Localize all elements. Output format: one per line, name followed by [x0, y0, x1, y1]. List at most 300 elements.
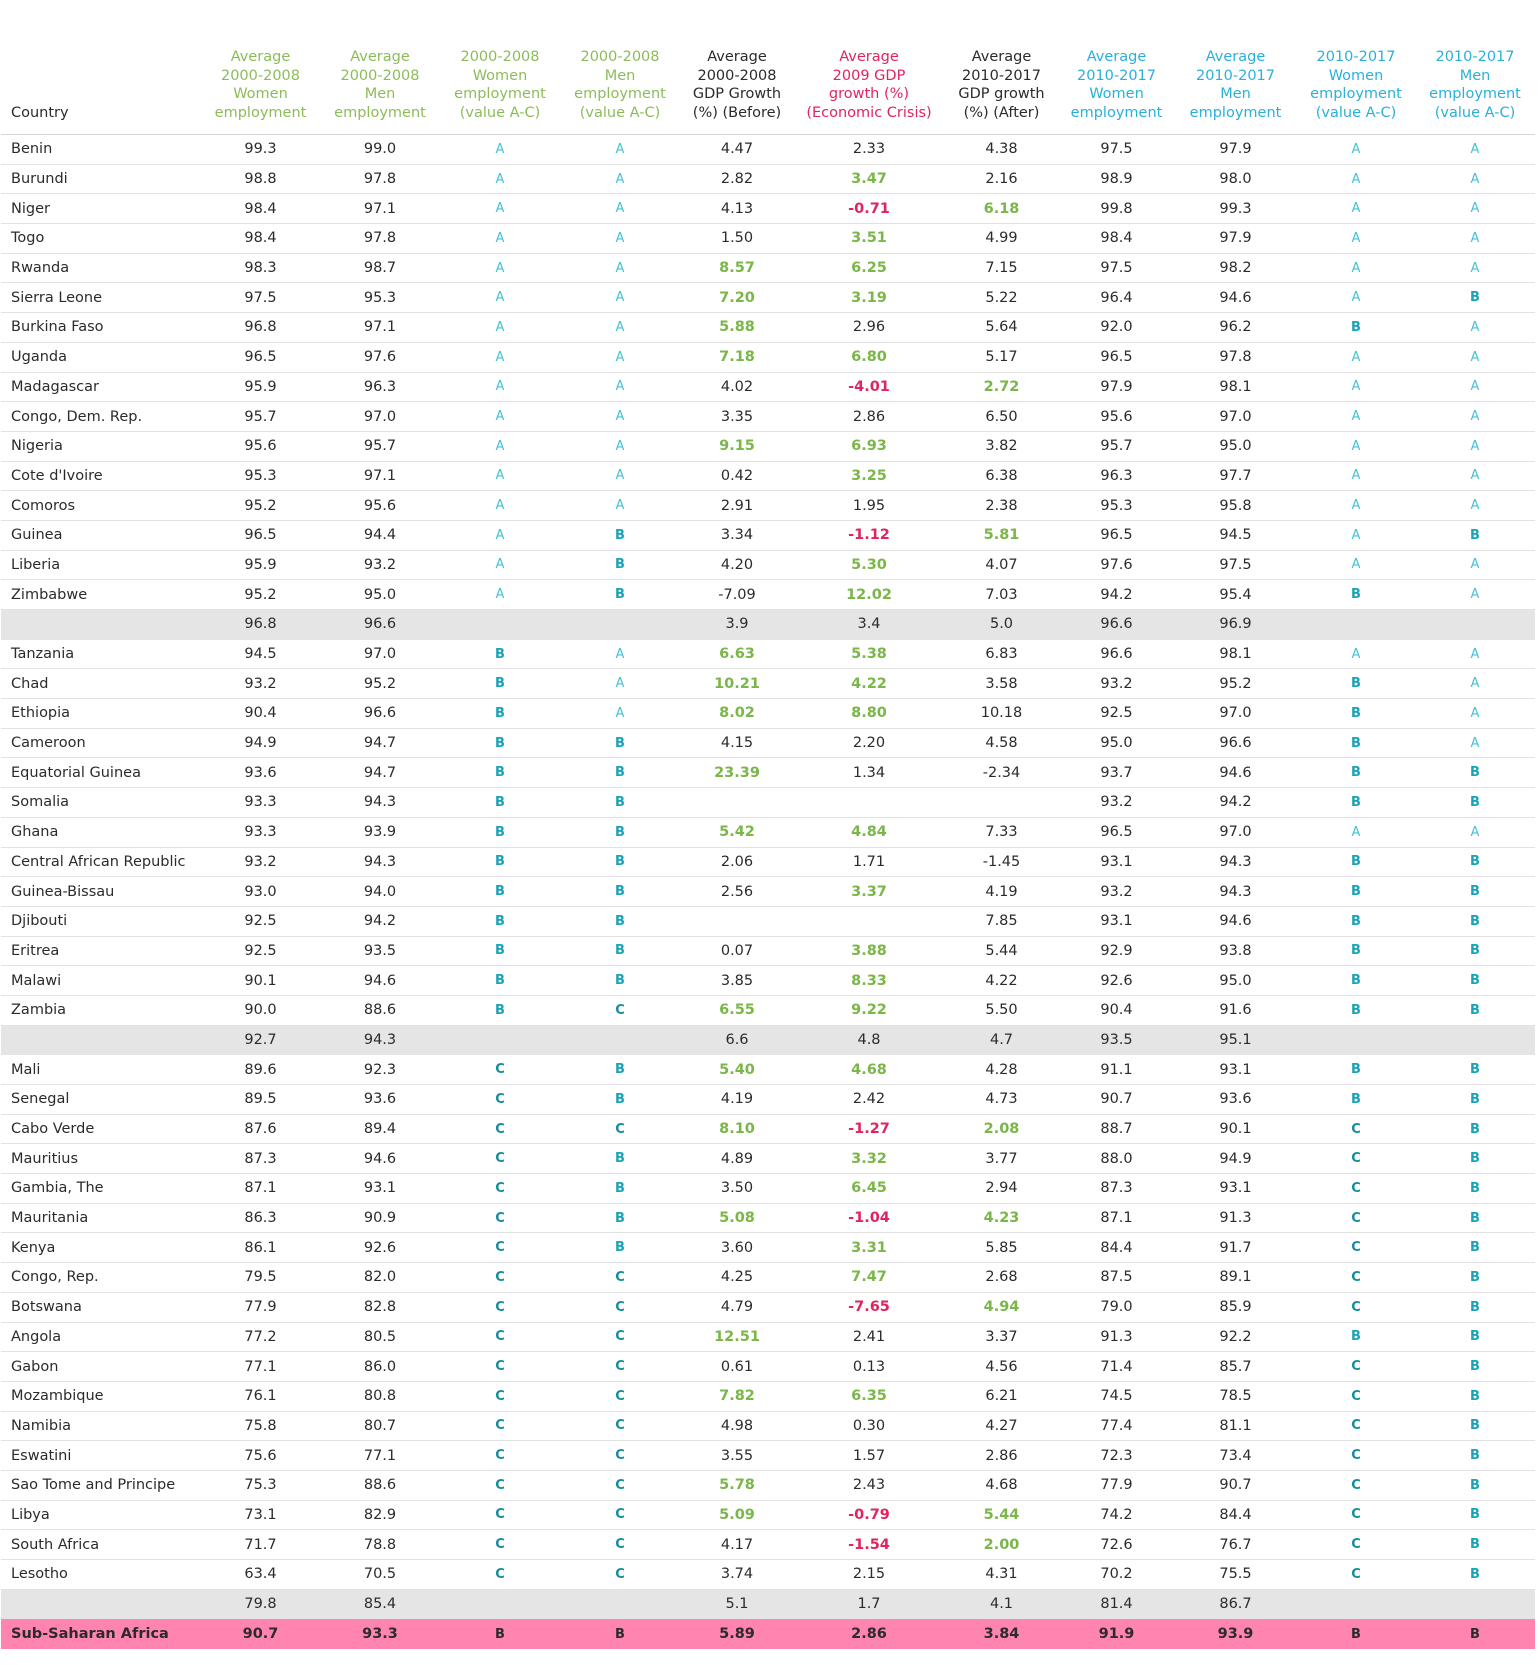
cell-w1017: 90.4: [1059, 995, 1174, 1025]
cell-m0008: 94.4: [320, 520, 440, 550]
cell-mg0008: B: [560, 847, 680, 877]
cell-w1017: 84.4: [1059, 1233, 1174, 1263]
cell-country: Cote d'Ivoire: [1, 461, 201, 491]
cell-gdp_before: 12.51: [680, 1322, 794, 1352]
cell-gdp_crisis: 5.30: [794, 550, 944, 580]
cell-m1017: 95.0: [1174, 966, 1297, 996]
table-row: [1, 847, 1535, 877]
cell-wg1017: C: [1297, 1263, 1415, 1293]
cell-wg1017: A: [1297, 283, 1415, 313]
cell-m1017: 94.6: [1174, 283, 1297, 313]
cell-mg0008: A: [560, 135, 680, 165]
cell-wg0008: C: [440, 1085, 560, 1115]
cell-m0008: 94.3: [320, 1025, 440, 1055]
cell-wg1017: C: [1297, 1114, 1415, 1144]
cell-gdp_crisis: 3.47: [794, 164, 944, 194]
table-row: [1, 639, 1535, 669]
cell-w1017: 79.0: [1059, 1292, 1174, 1322]
cell-gdp_after: 10.18: [944, 699, 1059, 729]
cell-mg1017: B: [1415, 906, 1535, 936]
cell-mg1017: A: [1415, 402, 1535, 432]
cell-m1017: 96.9: [1174, 610, 1297, 640]
cell-country: Mauritania: [1, 1203, 201, 1233]
cell-mg0008: [560, 1025, 680, 1055]
cell-mg0008: A: [560, 491, 680, 521]
cell-mg1017: B: [1415, 1055, 1535, 1085]
cell-gdp_crisis: 6.80: [794, 342, 944, 372]
cell-m1017: 93.6: [1174, 1085, 1297, 1115]
cell-gdp_before: 4.25: [680, 1263, 794, 1293]
cell-wg1017: A: [1297, 253, 1415, 283]
cell-w0008: 92.5: [201, 936, 320, 966]
cell-mg1017: B: [1415, 1233, 1535, 1263]
cell-mg0008: C: [560, 1411, 680, 1441]
cell-w0008: 95.7: [201, 402, 320, 432]
cell-wg1017: A: [1297, 135, 1415, 165]
cell-mg1017: B: [1415, 1203, 1535, 1233]
cell-wg0008: C: [440, 1203, 560, 1233]
cell-wg1017: [1297, 610, 1415, 640]
cell-m1017: 93.1: [1174, 1174, 1297, 1204]
cell-wg0008: A: [440, 550, 560, 580]
cell-mg1017: A: [1415, 372, 1535, 402]
cell-gdp_crisis: 2.33: [794, 135, 944, 165]
cell-m0008: 93.2: [320, 550, 440, 580]
cell-mg1017: [1415, 1589, 1535, 1619]
cell-gdp_before: [680, 906, 794, 936]
table-row: [1, 1144, 1535, 1174]
cell-m0008: 88.6: [320, 1470, 440, 1500]
cell-mg0008: B: [560, 1144, 680, 1174]
cell-w1017: 92.6: [1059, 966, 1174, 996]
cell-w1017: 95.3: [1059, 491, 1174, 521]
cell-m0008: 97.1: [320, 194, 440, 224]
cell-gdp_crisis: [794, 906, 944, 936]
cell-country: Gabon: [1, 1352, 201, 1382]
column-header-gdp_after: Average 2010-2017 GDP growth (%) (After): [944, 34, 1059, 135]
cell-w0008: 95.2: [201, 580, 320, 610]
cell-mg0008: B: [560, 788, 680, 818]
cell-w0008: 93.2: [201, 669, 320, 699]
group-average-row: [1, 1589, 1535, 1619]
cell-wg1017: C: [1297, 1500, 1415, 1530]
cell-gdp_crisis: 0.30: [794, 1411, 944, 1441]
cell-m0008: 93.6: [320, 1085, 440, 1115]
table-row: [1, 817, 1535, 847]
cell-wg1017: B: [1297, 699, 1415, 729]
cell-mg1017: A: [1415, 224, 1535, 254]
cell-m1017: 81.1: [1174, 1411, 1297, 1441]
cell-wg0008: C: [440, 1263, 560, 1293]
cell-mg1017: A: [1415, 194, 1535, 224]
cell-m0008: 95.0: [320, 580, 440, 610]
cell-gdp_crisis: 2.20: [794, 728, 944, 758]
cell-w0008: 96.5: [201, 342, 320, 372]
cell-w0008: 98.3: [201, 253, 320, 283]
cell-wg0008: A: [440, 342, 560, 372]
cell-w0008: 92.7: [201, 1025, 320, 1055]
cell-gdp_crisis: 0.13: [794, 1352, 944, 1382]
cell-w0008: 94.9: [201, 728, 320, 758]
cell-w1017: 87.3: [1059, 1174, 1174, 1204]
cell-gdp_crisis: -0.79: [794, 1500, 944, 1530]
cell-gdp_after: 4.22: [944, 966, 1059, 996]
cell-mg1017: B: [1415, 966, 1535, 996]
cell-gdp_before: 4.17: [680, 1530, 794, 1560]
cell-wg0008: C: [440, 1055, 560, 1085]
cell-m0008: 97.1: [320, 461, 440, 491]
table-row: [1, 461, 1535, 491]
table-body: [1, 135, 1535, 1650]
cell-gdp_before: 2.06: [680, 847, 794, 877]
cell-gdp_after: 4.27: [944, 1411, 1059, 1441]
cell-mg1017: A: [1415, 135, 1535, 165]
cell-m1017: 99.3: [1174, 194, 1297, 224]
cell-wg1017: B: [1297, 936, 1415, 966]
cell-m0008: 95.6: [320, 491, 440, 521]
cell-w0008: 99.3: [201, 135, 320, 165]
cell-wg1017: C: [1297, 1144, 1415, 1174]
cell-gdp_before: 4.15: [680, 728, 794, 758]
cell-gdp_before: 5.89: [680, 1619, 794, 1650]
cell-gdp_after: 4.56: [944, 1352, 1059, 1382]
cell-wg0008: C: [440, 1560, 560, 1590]
cell-m0008: 94.3: [320, 847, 440, 877]
cell-country: Kenya: [1, 1233, 201, 1263]
cell-m1017: 78.5: [1174, 1381, 1297, 1411]
cell-country: Congo, Rep.: [1, 1263, 201, 1293]
table-row: [1, 253, 1535, 283]
cell-gdp_after: 4.73: [944, 1085, 1059, 1115]
cell-mg0008: B: [560, 580, 680, 610]
cell-gdp_before: 6.63: [680, 639, 794, 669]
cell-w1017: 97.5: [1059, 135, 1174, 165]
cell-country: Tanzania: [1, 639, 201, 669]
cell-country: Equatorial Guinea: [1, 758, 201, 788]
table-row: [1, 1411, 1535, 1441]
cell-m1017: 90.7: [1174, 1470, 1297, 1500]
cell-country: Djibouti: [1, 906, 201, 936]
cell-m1017: 86.7: [1174, 1589, 1297, 1619]
cell-gdp_crisis: -1.54: [794, 1530, 944, 1560]
cell-wg0008: C: [440, 1381, 560, 1411]
cell-m0008: 96.3: [320, 372, 440, 402]
cell-gdp_after: 4.38: [944, 135, 1059, 165]
cell-country: Benin: [1, 135, 201, 165]
table-row: [1, 1174, 1535, 1204]
table-row: [1, 550, 1535, 580]
cell-gdp_crisis: 4.8: [794, 1025, 944, 1055]
cell-wg0008: C: [440, 1292, 560, 1322]
cell-w0008: 95.9: [201, 550, 320, 580]
cell-m1017: 97.0: [1174, 402, 1297, 432]
column-header-gdp_before: Average 2000-2008 GDP Growth (%) (Before): [680, 34, 794, 135]
cell-country: Central African Republic: [1, 847, 201, 877]
cell-gdp_before: 5.08: [680, 1203, 794, 1233]
cell-mg0008: A: [560, 313, 680, 343]
cell-wg0008: C: [440, 1144, 560, 1174]
cell-mg1017: A: [1415, 253, 1535, 283]
cell-country: Gambia, The: [1, 1174, 201, 1204]
cell-wg0008: C: [440, 1352, 560, 1382]
cell-gdp_crisis: 9.22: [794, 995, 944, 1025]
cell-gdp_after: 7.33: [944, 817, 1059, 847]
cell-country: Congo, Dem. Rep.: [1, 402, 201, 432]
cell-mg1017: A: [1415, 461, 1535, 491]
cell-w1017: 96.4: [1059, 283, 1174, 313]
cell-wg1017: B: [1297, 1085, 1415, 1115]
cell-w1017: 95.6: [1059, 402, 1174, 432]
cell-w1017: 88.0: [1059, 1144, 1174, 1174]
cell-w1017: 70.2: [1059, 1560, 1174, 1590]
cell-gdp_crisis: 1.57: [794, 1441, 944, 1471]
cell-w0008: 75.6: [201, 1441, 320, 1471]
cell-wg1017: C: [1297, 1233, 1415, 1263]
cell-wg1017: C: [1297, 1381, 1415, 1411]
cell-mg1017: B: [1415, 1530, 1535, 1560]
cell-gdp_before: -7.09: [680, 580, 794, 610]
cell-m1017: 97.9: [1174, 135, 1297, 165]
cell-wg0008: A: [440, 520, 560, 550]
cell-gdp_before: 7.20: [680, 283, 794, 313]
cell-w0008: 77.1: [201, 1352, 320, 1382]
cell-gdp_before: 3.60: [680, 1233, 794, 1263]
cell-w0008: 71.7: [201, 1530, 320, 1560]
cell-gdp_after: 3.84: [944, 1619, 1059, 1650]
cell-gdp_before: 4.98: [680, 1411, 794, 1441]
cell-mg1017: B: [1415, 1292, 1535, 1322]
cell-gdp_crisis: 6.35: [794, 1381, 944, 1411]
cell-w0008: 95.2: [201, 491, 320, 521]
cell-w1017: 91.3: [1059, 1322, 1174, 1352]
cell-w0008: 97.5: [201, 283, 320, 313]
cell-gdp_crisis: 1.71: [794, 847, 944, 877]
cell-w1017: 96.3: [1059, 461, 1174, 491]
cell-gdp_before: [680, 788, 794, 818]
cell-gdp_after: 2.38: [944, 491, 1059, 521]
cell-gdp_crisis: -4.01: [794, 372, 944, 402]
cell-m0008: 82.9: [320, 1500, 440, 1530]
cell-gdp_crisis: 3.51: [794, 224, 944, 254]
cell-w1017: 95.7: [1059, 431, 1174, 461]
cell-wg1017: B: [1297, 1619, 1415, 1650]
cell-m0008: 97.0: [320, 402, 440, 432]
table-row: [1, 699, 1535, 729]
cell-mg1017: B: [1415, 1500, 1535, 1530]
cell-wg0008: A: [440, 253, 560, 283]
cell-mg1017: B: [1415, 520, 1535, 550]
cell-gdp_crisis: 2.96: [794, 313, 944, 343]
cell-mg1017: B: [1415, 1114, 1535, 1144]
cell-mg0008: A: [560, 431, 680, 461]
cell-gdp_after: 2.00: [944, 1530, 1059, 1560]
table-row: [1, 164, 1535, 194]
cell-mg0008: B: [560, 550, 680, 580]
cell-mg0008: B: [560, 1055, 680, 1085]
cell-w1017: 71.4: [1059, 1352, 1174, 1382]
cell-w0008: 93.6: [201, 758, 320, 788]
cell-w1017: 93.2: [1059, 788, 1174, 818]
cell-m1017: 98.1: [1174, 639, 1297, 669]
cell-w0008: 93.0: [201, 877, 320, 907]
table-row: [1, 1292, 1535, 1322]
cell-wg0008: B: [440, 1619, 560, 1650]
cell-wg0008: A: [440, 164, 560, 194]
cell-w1017: 97.9: [1059, 372, 1174, 402]
table-row: [1, 1203, 1535, 1233]
cell-w1017: 95.0: [1059, 728, 1174, 758]
cell-wg0008: B: [440, 817, 560, 847]
cell-mg0008: B: [560, 906, 680, 936]
cell-m0008: 93.3: [320, 1619, 440, 1650]
table-row: [1, 342, 1535, 372]
cell-country: Libya: [1, 1500, 201, 1530]
cell-m1017: 94.5: [1174, 520, 1297, 550]
cell-mg0008: A: [560, 461, 680, 491]
cell-m0008: 97.8: [320, 164, 440, 194]
cell-gdp_crisis: 7.47: [794, 1263, 944, 1293]
cell-country: Mali: [1, 1055, 201, 1085]
cell-w0008: 76.1: [201, 1381, 320, 1411]
cell-mg1017: B: [1415, 936, 1535, 966]
cell-m0008: 80.8: [320, 1381, 440, 1411]
cell-wg0008: B: [440, 995, 560, 1025]
cell-m0008: 80.5: [320, 1322, 440, 1352]
cell-gdp_crisis: 8.33: [794, 966, 944, 996]
cell-mg0008: C: [560, 1263, 680, 1293]
cell-country: Ethiopia: [1, 699, 201, 729]
cell-wg0008: C: [440, 1411, 560, 1441]
cell-w0008: 90.0: [201, 995, 320, 1025]
cell-country: Sao Tome and Principe: [1, 1470, 201, 1500]
cell-gdp_after: 6.50: [944, 402, 1059, 432]
cell-gdp_before: 4.89: [680, 1144, 794, 1174]
cell-mg0008: A: [560, 639, 680, 669]
cell-m0008: 97.8: [320, 224, 440, 254]
cell-country: Nigeria: [1, 431, 201, 461]
cell-w0008: 96.5: [201, 520, 320, 550]
cell-m1017: 94.3: [1174, 847, 1297, 877]
cell-country: Mauritius: [1, 1144, 201, 1174]
cell-m1017: 94.9: [1174, 1144, 1297, 1174]
table-row: [1, 580, 1535, 610]
cell-w0008: 95.9: [201, 372, 320, 402]
cell-w0008: 92.5: [201, 906, 320, 936]
cell-mg0008: B: [560, 758, 680, 788]
cell-mg1017: B: [1415, 1263, 1535, 1293]
column-header-wg1017: 2010-2017 Women employment (value A-C): [1297, 34, 1415, 135]
cell-mg1017: [1415, 610, 1535, 640]
cell-w1017: 93.1: [1059, 847, 1174, 877]
cell-w0008: 89.6: [201, 1055, 320, 1085]
cell-m0008: 78.8: [320, 1530, 440, 1560]
cell-gdp_before: 3.9: [680, 610, 794, 640]
cell-wg1017: C: [1297, 1530, 1415, 1560]
cell-country: Niger: [1, 194, 201, 224]
cell-w1017: 81.4: [1059, 1589, 1174, 1619]
cell-wg0008: A: [440, 580, 560, 610]
cell-mg0008: A: [560, 402, 680, 432]
cell-country: Cameroon: [1, 728, 201, 758]
cell-wg0008: B: [440, 728, 560, 758]
cell-gdp_after: 7.85: [944, 906, 1059, 936]
cell-m1017: 90.1: [1174, 1114, 1297, 1144]
cell-mg1017: A: [1415, 669, 1535, 699]
cell-w1017: 99.8: [1059, 194, 1174, 224]
cell-gdp_after: [944, 788, 1059, 818]
cell-gdp_before: 4.79: [680, 1292, 794, 1322]
cell-wg1017: B: [1297, 788, 1415, 818]
cell-wg1017: [1297, 1025, 1415, 1055]
cell-mg1017: A: [1415, 580, 1535, 610]
cell-w1017: 97.6: [1059, 550, 1174, 580]
cell-m0008: 93.1: [320, 1174, 440, 1204]
cell-mg1017: B: [1415, 758, 1535, 788]
cell-gdp_crisis: 2.86: [794, 402, 944, 432]
cell-w0008: 98.8: [201, 164, 320, 194]
column-header-mg0008: 2000-2008 Men employment (value A-C): [560, 34, 680, 135]
cell-m0008: 90.9: [320, 1203, 440, 1233]
cell-gdp_after: 2.94: [944, 1174, 1059, 1204]
cell-w0008: 90.4: [201, 699, 320, 729]
cell-w1017: 74.5: [1059, 1381, 1174, 1411]
cell-mg0008: A: [560, 253, 680, 283]
cell-m0008: 97.1: [320, 313, 440, 343]
cell-m1017: 85.7: [1174, 1352, 1297, 1382]
cell-gdp_crisis: 1.95: [794, 491, 944, 521]
cell-mg1017: B: [1415, 995, 1535, 1025]
cell-m1017: 94.6: [1174, 906, 1297, 936]
cell-m0008: 94.0: [320, 877, 440, 907]
cell-country: Burundi: [1, 164, 201, 194]
cell-m0008: 70.5: [320, 1560, 440, 1590]
cell-country: Malawi: [1, 966, 201, 996]
cell-country: Rwanda: [1, 253, 201, 283]
cell-gdp_after: 3.82: [944, 431, 1059, 461]
table-row: [1, 402, 1535, 432]
cell-wg0008: B: [440, 966, 560, 996]
cell-country: Eritrea: [1, 936, 201, 966]
cell-mg1017: B: [1415, 1411, 1535, 1441]
cell-m1017: 92.2: [1174, 1322, 1297, 1352]
cell-wg0008: C: [440, 1174, 560, 1204]
cell-m0008: 82.8: [320, 1292, 440, 1322]
cell-gdp_crisis: 2.86: [794, 1619, 944, 1650]
cell-wg0008: B: [440, 699, 560, 729]
cell-gdp_before: 1.50: [680, 224, 794, 254]
cell-country: Cabo Verde: [1, 1114, 201, 1144]
cell-w0008: 90.1: [201, 966, 320, 996]
cell-m0008: 99.0: [320, 135, 440, 165]
cell-gdp_before: 5.88: [680, 313, 794, 343]
cell-mg1017: B: [1415, 1560, 1535, 1590]
cell-wg1017: A: [1297, 342, 1415, 372]
cell-wg0008: C: [440, 1500, 560, 1530]
cell-mg0008: C: [560, 1381, 680, 1411]
cell-mg0008: A: [560, 164, 680, 194]
cell-w1017: 96.5: [1059, 817, 1174, 847]
cell-gdp_before: 4.20: [680, 550, 794, 580]
cell-wg0008: [440, 1589, 560, 1619]
cell-w1017: 91.1: [1059, 1055, 1174, 1085]
cell-w0008: 87.6: [201, 1114, 320, 1144]
cell-mg1017: A: [1415, 164, 1535, 194]
cell-m0008: 92.6: [320, 1233, 440, 1263]
cell-mg0008: B: [560, 1203, 680, 1233]
cell-mg1017: B: [1415, 877, 1535, 907]
cell-gdp_crisis: -7.65: [794, 1292, 944, 1322]
cell-wg0008: B: [440, 639, 560, 669]
